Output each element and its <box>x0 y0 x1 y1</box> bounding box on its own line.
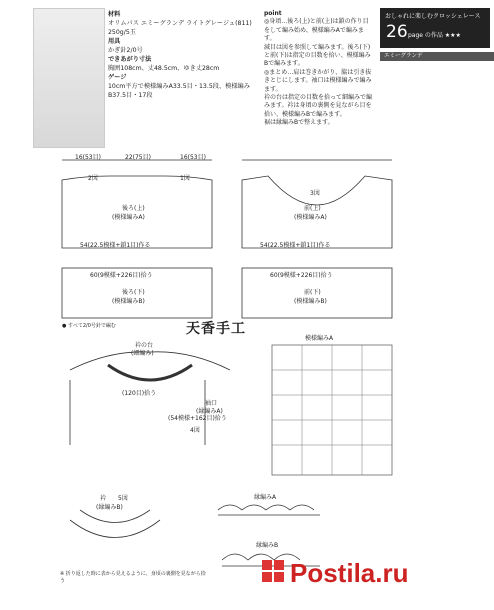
series-title: おしゃれに楽しむクロッシェレース <box>385 13 481 20</box>
page-label: page の作品 ★★★ <box>408 32 461 39</box>
collar-stand-sub: (細編み) <box>131 350 154 357</box>
edge-b-label: 縁編みB <box>256 542 279 549</box>
pick-back: 60(9模様+226目)拾う <box>90 272 153 279</box>
pattern-a-grid-lines <box>272 345 392 475</box>
size-text: 胸囲108cm、丈48.5cm、ゆき丈28cm <box>108 65 220 72</box>
fig2-label: 2図 <box>88 175 98 182</box>
chain-back: 54(22.5模様+鎖1目)作る <box>80 242 151 249</box>
collar-stand-label: 衿の台 <box>135 342 154 349</box>
sleeve-label: 袖口 <box>205 400 218 407</box>
back-lower-pattern: (模様編みB) <box>112 298 145 305</box>
point-line: 減目は図を参照して編みます。後ろ(下)と前(下)は指定の目数を拾い、模様編みBで編みます。 <box>264 43 371 68</box>
pick-front: 60(9模様+226目)拾う <box>270 272 333 279</box>
logo-text: Postila.ru <box>290 558 409 588</box>
point-line: ◎身頃…後ろ(上)と前(上)は鎖の作り目をして編み始め、模様編みAで編みます。 <box>264 18 369 43</box>
chain-front: 54(22.5模様+鎖1目)作る <box>260 242 331 249</box>
materials-yarn: オリムパス エミーグランデ ライトグレージュ(811) 250g/5玉 <box>108 20 252 36</box>
fig4-label: 4図 <box>190 427 200 434</box>
point-title: point <box>264 10 282 17</box>
point-line: 裾は縁編みBで整えます。 <box>264 119 334 127</box>
hook-note: ● すべて2/0号針で編む <box>62 323 116 329</box>
gauge-text: 10cm平方で模様編みA33.5目・13.5段、模様編みB37.5目・17段 <box>108 83 250 99</box>
collar-inner-shape <box>80 510 150 523</box>
fig1-label: 1図 <box>180 175 190 182</box>
sleeve-pick: (54模様+162目)拾う <box>168 415 227 422</box>
bottom-note: ※ 折り返した時に表から見えるように、身頃の裏側を見ながら拾う <box>60 571 206 584</box>
back-upper-label: 後ろ(上) <box>122 205 145 212</box>
front-lower-label: 前(下) <box>304 289 321 296</box>
dim-top-left: 16(53目) <box>75 154 101 161</box>
point-line: ◎まとめ…肩は巻きかがり、脇は引き抜きとじにします。袖口は模様編みで編みます。 <box>264 68 372 93</box>
pattern-a-label: 模様編みA <box>305 335 334 342</box>
tools-text: かぎ針2/0号 <box>108 47 143 54</box>
watermark-text: 天香手工 <box>186 321 246 337</box>
edge-b-chart <box>222 554 300 560</box>
tools-title: 用具 <box>108 38 121 45</box>
collar-stand-shape <box>108 365 192 380</box>
edge-a-chart <box>218 505 314 510</box>
back-lower-label: 後ろ(下) <box>122 289 145 296</box>
fig5-label: 5図 <box>118 495 128 502</box>
size-title: できあがり寸法 <box>108 56 152 63</box>
back-upper-pattern: (模様編みA) <box>112 214 145 221</box>
work-number: 26 <box>386 22 408 42</box>
front-lower-pattern: (模様編みB) <box>294 298 327 305</box>
point-line: 衿の台は指定の目数を拾って細編みで編みます。衿は身頃の裏側を見ながら目を拾い、模様編みBで編みます。 <box>264 94 373 118</box>
collar-pattern: (縁編みB) <box>96 504 123 511</box>
collar-stand-pick: (120目)拾う <box>122 390 157 397</box>
dim-top-right: 16(53目) <box>180 154 206 161</box>
collar-label: 衿 <box>100 495 107 502</box>
yarn-subtitle: エミーグランデ <box>380 52 494 61</box>
logo-mark <box>262 560 284 582</box>
front-upper-label: 前(上) <box>304 205 321 212</box>
sleeve-pattern: (縁編みA) <box>196 408 223 415</box>
gauge-title: ゲージ <box>108 74 127 81</box>
dim-top-mid: 22(75目) <box>125 154 151 161</box>
materials-title: 材料 <box>108 11 121 18</box>
edge-a-label: 縁編みA <box>254 494 277 501</box>
front-upper-pattern: (模様編みA) <box>294 214 327 221</box>
fig3-label: 3図 <box>310 190 320 197</box>
